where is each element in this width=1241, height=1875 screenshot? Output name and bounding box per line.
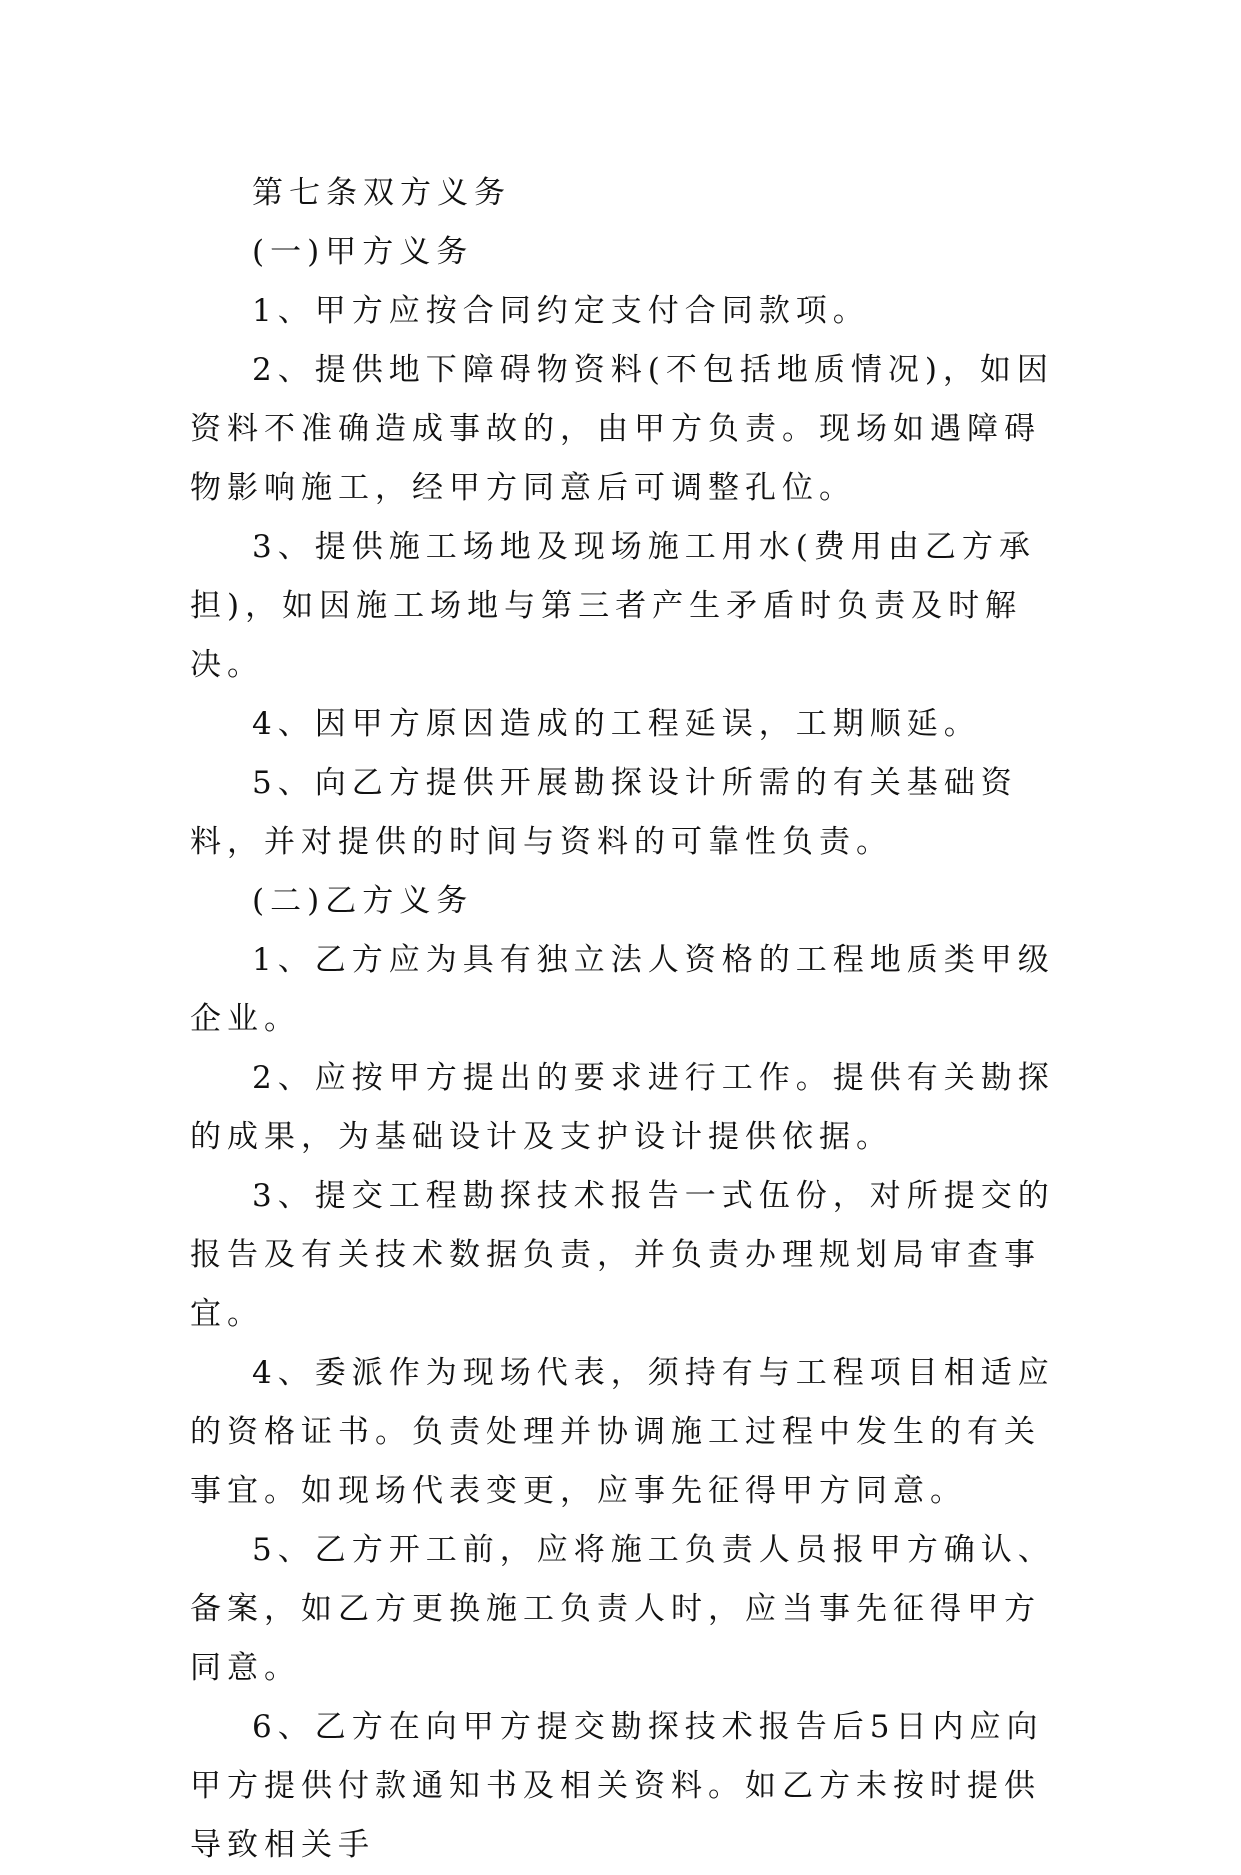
- paragraph: 2、应按甲方提出的要求进行工作。提供有关勘探的成果，为基础设计及支护设计提供依据。: [190, 1060, 1055, 1155]
- paragraph: 5、乙方开工前，应将施工负责人员报甲方确认、备案，如乙方更换施工负责人时，应当事先征得甲方同意。: [190, 1532, 1055, 1686]
- paragraph: 3、提交工程勘探技术报告一式伍份，对所提交的报告及有关技术数据负责，并负责办理规划局审查事宜。: [190, 1178, 1055, 1332]
- section-heading-party-a: (一)甲方义务: [252, 234, 474, 270]
- section-heading-party-b: (二)乙方义务: [252, 883, 474, 919]
- paragraph: 2、提供地下障碍物资料(不包括地质情况)，如因资料不准确造成事故的，由甲方负责。现场如遇障碍物影响施工，经甲方同意后可调整孔位。: [190, 352, 1054, 506]
- paragraph: 4、因甲方原因造成的工程延误，工期顺延。: [252, 706, 981, 742]
- document-page: [190, 164, 1070, 1875]
- paragraph: 4、委派作为现场代表，须持有与工程项目相适应的资格证书。负责处理并协调施工过程中发生的有关事宜。如现场代表变更，应事先征得甲方同意。: [190, 1355, 1055, 1509]
- paragraph: 3、提供施工场地及现场施工用水(费用由乙方承担)，如因施工场地与第三者产生矛盾时负责及时解决。: [190, 529, 1036, 683]
- paragraph: 1、甲方应按合同约定支付合同款项。: [252, 293, 870, 329]
- article-heading: 第七条双方义务: [252, 175, 511, 211]
- paragraph: 6、乙方在向甲方提交勘探技术报告后5日内应向甲方提供付款通知书及相关资料。如乙方未按时提供导致相关手: [190, 1709, 1044, 1863]
- paragraph: 1、乙方应为具有独立法人资格的工程地质类甲级企业。: [190, 942, 1055, 1037]
- paragraph: 5、向乙方提供开展勘探设计所需的有关基础资料，并对提供的时间与资料的可靠性负责。: [190, 765, 1018, 860]
